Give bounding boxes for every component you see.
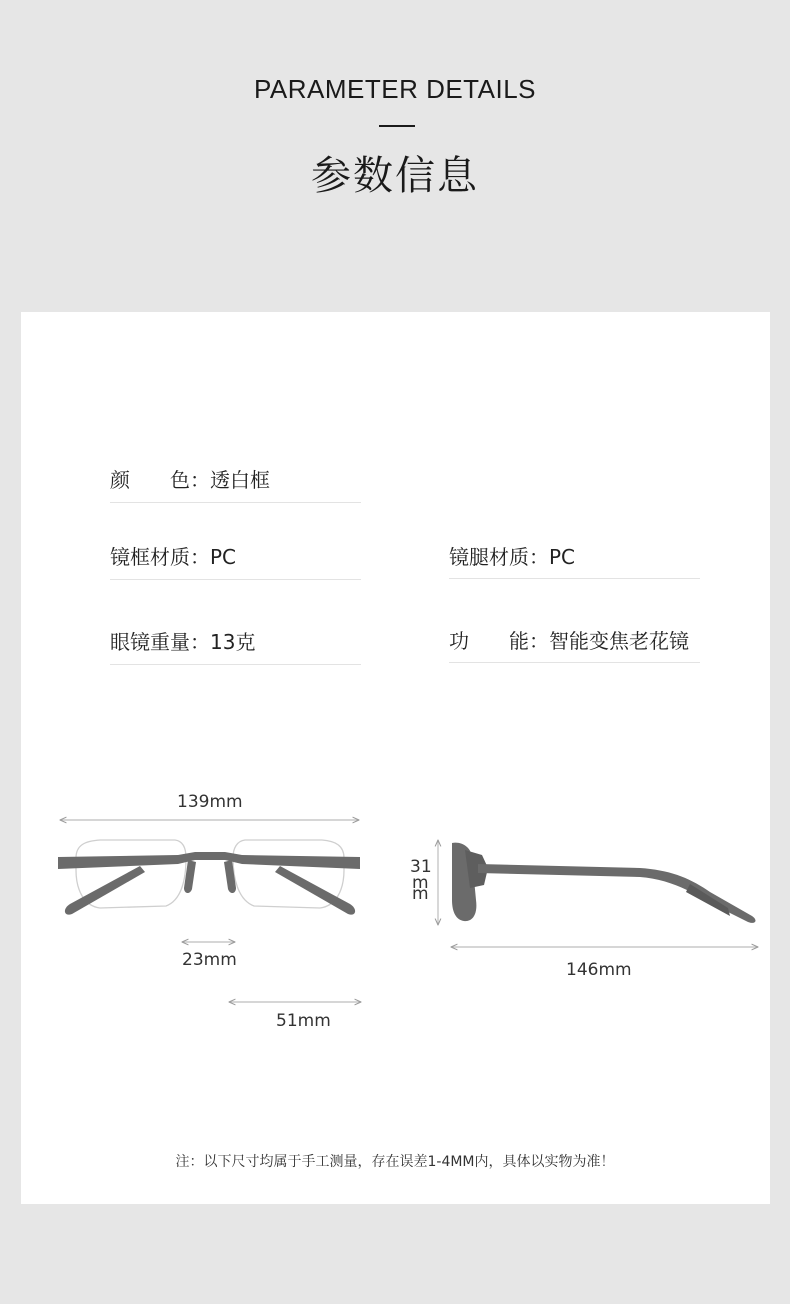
spec-weight-value: 13克	[210, 630, 256, 654]
temple-arm	[478, 864, 755, 923]
lens-height-unit: mm	[412, 873, 429, 904]
lens-height-number: 31	[410, 857, 432, 877]
measurement-note: 注：以下尺寸均属于手工测量，存在误差1-4MM内，具体以实物为准！	[175, 1154, 615, 1170]
bridge-width-label: 23mm	[182, 950, 237, 970]
brow-bar	[58, 852, 360, 869]
spec-frame-material-value: PC	[210, 545, 237, 569]
temple-length-label: 146mm	[566, 960, 632, 980]
glasses-front-view	[58, 840, 360, 915]
spec-frame-material-label: 镜框材质：	[110, 545, 210, 569]
spec-weight-label: 眼镜重量：	[110, 630, 210, 654]
total-width-label: 139mm	[177, 792, 243, 812]
spec-temple-material-value: PC	[549, 545, 576, 569]
lens-width-label: 51mm	[276, 1011, 331, 1031]
spec-function-label: 功 能：	[449, 629, 549, 653]
page-title-en: PARAMETER DETAILS	[253, 74, 537, 104]
spec-function-value: 智能变焦老花镜	[549, 629, 689, 653]
spec-color-value: 透白框	[210, 468, 270, 492]
spec-temple-material-label: 镜腿材质：	[449, 545, 549, 569]
right-nose-pad	[224, 860, 236, 893]
glasses-side-view	[452, 843, 755, 923]
page-title-cn: 参数信息	[311, 153, 479, 199]
spec-color-label: 颜 色：	[110, 468, 210, 492]
